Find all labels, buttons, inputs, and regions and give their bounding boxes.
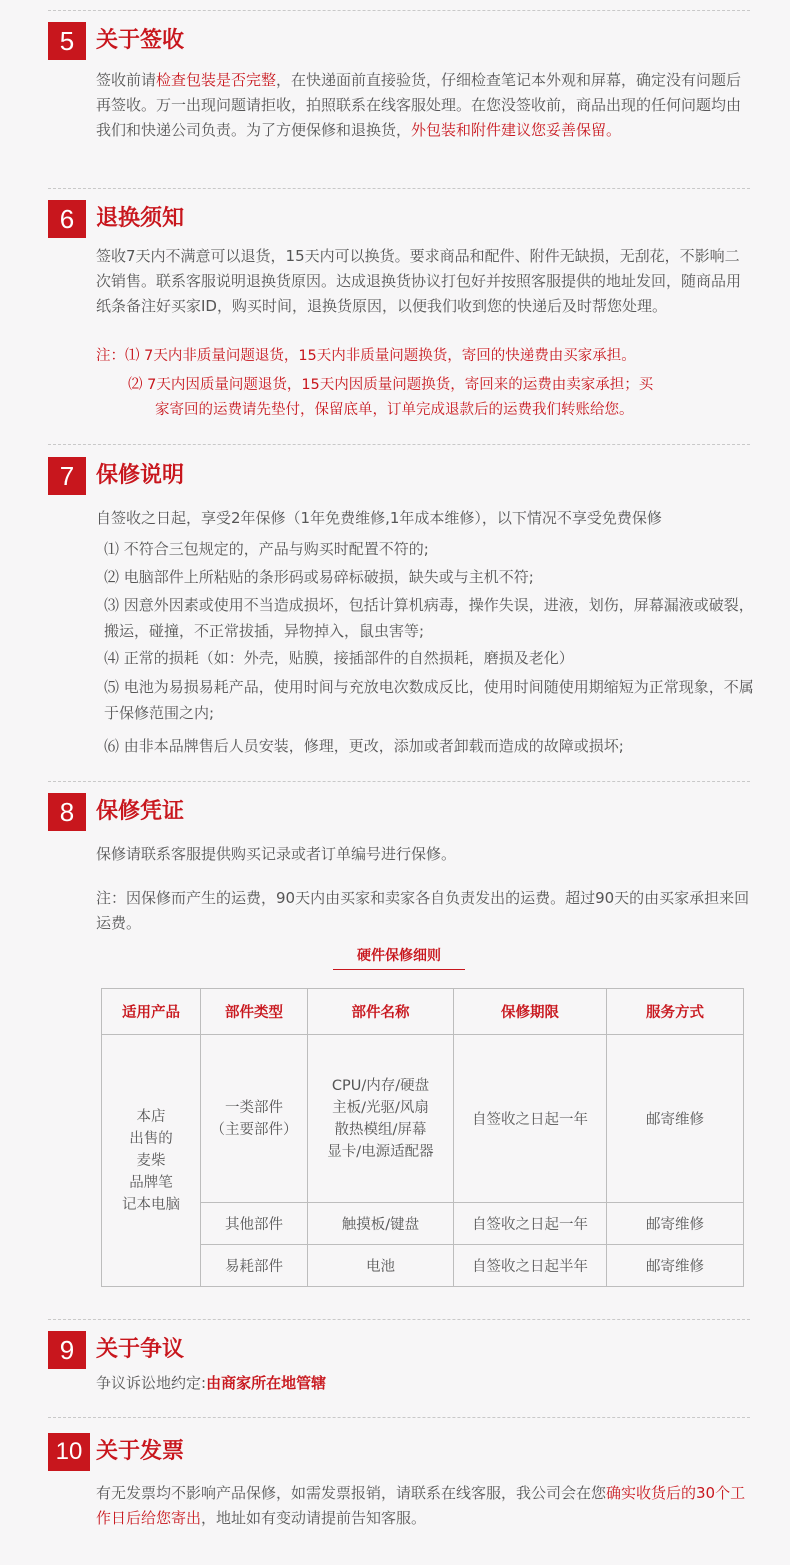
warranty-item: ⑴ 不符合三包规定的，产品与购买时配置不符的; xyxy=(104,540,429,558)
section-paragraph xyxy=(96,68,750,143)
table-cell-name: 触摸板/键盘 xyxy=(308,1203,454,1245)
returns-note-2b: 家寄回的运费请先垫付，保留底单，订单完成退款后的运费我们转账给您。 xyxy=(155,402,634,418)
paragraph-text: 有无发票均不影响产品保修，如需发票报销，请联系在线客服，我公司会在您 xyxy=(96,1484,607,1502)
section-paragraph xyxy=(96,1371,750,1396)
warranty-item: ⑷ 正常的损耗（如：外壳，贴膜，接插部件的自然损耗，磨损及老化） xyxy=(104,649,574,667)
section-divider xyxy=(48,1319,750,1320)
table-row xyxy=(102,1035,744,1203)
returns-note-2a: ⑵ 7天内因质量问题退货，15天内因质量问题换货，寄回来的运费由卖家承担；买 xyxy=(128,377,654,393)
warranty-item: ⑶ 因意外因素或使用不当造成损坏，包括计算机病毒，操作失误，进液，划伤，屏幕漏液或破裂，搬运，碰撞，不正常拔插，异物掉入，鼠虫害等; xyxy=(104,596,754,640)
warranty-intro: 自签收之日起，享受2年保修（1年免费维修,1年成本维修），以下情况不享受免费保修 xyxy=(96,509,662,527)
voucher-paragraph: 保修请联系客服提供购买记录或者订单编号进行保修。 xyxy=(96,845,457,863)
voucher-note: 注：因保修而产生的运费，90天内由买家和卖家各自负责发出的运费。超过90天的由买家承担来回运费。 xyxy=(96,889,750,932)
dispute-label: 争议诉讼地约定: xyxy=(96,1374,207,1392)
table-cell-product: 本店 出售的 麦柴 品牌笔 记本电脑 xyxy=(102,1035,201,1287)
table-cell-name: CPU/内存/硬盘 主板/光驱/风扇 散热模组/屏幕 显卡/电源适配器 xyxy=(308,1035,454,1203)
table-cell-service: 邮寄维修 xyxy=(607,1245,744,1287)
table-cell-type: 易耗部件 xyxy=(201,1245,308,1287)
highlight-text: 外包装和附件建议您妥善保留。 xyxy=(411,121,622,139)
table-header-cell: 保修期限 xyxy=(454,989,607,1035)
table-caption: 硬件保修细则 xyxy=(333,945,465,970)
section-divider xyxy=(48,1417,750,1418)
table-header-cell: 服务方式 xyxy=(607,989,744,1035)
returns-note-1: 注：⑴ 7天内非质量问题退货，15天内非质量问题换货，寄回的快递费由买家承担。 xyxy=(96,348,636,364)
paragraph-text: ，地址如有变动请提前告知客服。 xyxy=(201,1509,427,1527)
table-header-cell: 部件名称 xyxy=(308,989,454,1035)
section-title: 关于争议 xyxy=(96,1337,185,1362)
table-cell-service: 邮寄维修 xyxy=(607,1203,744,1245)
table-cell-period: 自签收之日起一年 xyxy=(454,1203,607,1245)
table-cell-type: 一类部件 （主要部件） xyxy=(201,1035,308,1203)
section-number-badge: 8 xyxy=(48,793,86,831)
section-number-badge: 9 xyxy=(48,1331,86,1369)
paragraph-text: ，在快递面前直接验货，仔细检查笔记本外观和屏幕，确定没有问题后再签收。万一出现问题请拒收，拍照联系在线客服处理。在您没签收前，商品出现的任何问题均由我们和快递公司负责。为了方便保修和退换货， xyxy=(96,71,742,139)
table-cell-service: 邮寄维修 xyxy=(607,1035,744,1203)
warranty-item: ⑸ 电池为易损易耗产品，使用时间与充放电次数成反比，使用时间随使用期缩短为正常现象，不属于保修范围之内; xyxy=(104,678,754,722)
section-title: 保修说明 xyxy=(96,463,185,488)
warranty-item: ⑹ 由非本品牌售后人员安装，修理，更改，添加或者卸载而造成的故障或损坏; xyxy=(104,737,624,755)
section-title: 保修凭证 xyxy=(96,799,185,824)
section-divider xyxy=(48,188,750,189)
section-divider xyxy=(48,444,750,445)
table-header-cell: 部件类型 xyxy=(201,989,308,1035)
dispute-jurisdiction: 由商家所在地管辖 xyxy=(206,1374,327,1392)
table-header-row xyxy=(102,989,744,1035)
section-divider xyxy=(48,10,750,11)
section-title: 关于发票 xyxy=(96,1439,185,1464)
section-number-badge: 7 xyxy=(48,457,86,495)
highlight-text: 确实收货后的30个工作日后给您寄出 xyxy=(96,1484,746,1527)
table-cell-type: 其他部件 xyxy=(201,1203,308,1245)
section-number-badge: 10 xyxy=(48,1433,90,1471)
warranty-table xyxy=(101,988,744,1287)
paragraph-text: 签收前请 xyxy=(96,71,157,89)
table-cell-period: 自签收之日起一年 xyxy=(454,1035,607,1203)
warranty-item: ⑵ 电脑部件上所粘贴的条形码或易碎标破损，缺失或与主机不符; xyxy=(104,568,534,586)
section-title: 关于签收 xyxy=(96,28,185,53)
section-number-badge: 6 xyxy=(48,200,86,238)
section-paragraph: 签收7天内不满意可以退货，15天内可以换货。要求商品和配件、附件无缺损，无刮花，不影响二次销售。联系客服说明退换货原因。达成退换货协议打包好并按照客服提供的地址发回，随商品用纸条备注好买家ID，购买时间，退换货原因，以便我们收到您的快递后及时帮您处理。 xyxy=(96,247,742,315)
table-cell-name: 电池 xyxy=(308,1245,454,1287)
section-title: 退换须知 xyxy=(96,206,185,231)
section-number-badge: 5 xyxy=(48,22,86,60)
section-paragraph xyxy=(96,1481,750,1531)
highlight-text: 检查包装是否完整 xyxy=(156,71,277,89)
table-cell-period: 自签收之日起半年 xyxy=(454,1245,607,1287)
table-header-cell: 适用产品 xyxy=(102,989,201,1035)
section-divider xyxy=(48,781,750,782)
